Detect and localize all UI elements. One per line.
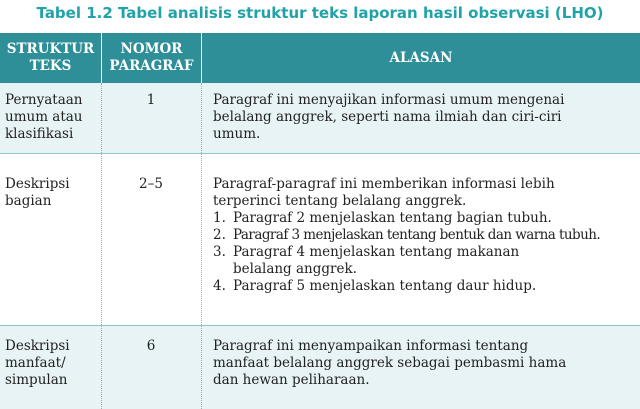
- list-number: 1.: [213, 210, 226, 226]
- cell-nomor: 2–5: [139, 176, 163, 192]
- list-number: 2.: [213, 227, 226, 243]
- cell-nomor: 1: [146, 92, 156, 108]
- list-text: Paragraf 2 menjelaskan tentang bagian tubuh.: [233, 210, 552, 226]
- list-text: Paragraf 3 menjelaskan tentang bentuk dan warna tubuh.: [233, 227, 601, 243]
- struktur-line: bagian: [5, 193, 52, 209]
- table-row: [0, 326, 640, 409]
- list-text: belalang anggrek.: [233, 261, 357, 277]
- cell-alasan: [213, 92, 638, 143]
- column-divider: [101, 83, 102, 409]
- table-header: [0, 33, 640, 83]
- header-struktur-line-2: TEKS: [29, 58, 72, 74]
- alasan-line: dan hewan peliharaan.: [213, 372, 370, 388]
- list-number: 3.: [213, 244, 226, 260]
- header-nomor-line-2: PARAGRAF: [109, 58, 194, 74]
- alasan-line: belalang anggrek, seperti nama ilmiah dan ciri-ciri: [213, 109, 562, 125]
- struktur-line: umum atau: [5, 109, 83, 125]
- cell-struktur: [5, 92, 97, 143]
- struktur-line: Deskripsi: [5, 176, 70, 192]
- struktur-line: simpulan: [5, 372, 68, 388]
- header-alasan-label: ALASAN: [389, 49, 453, 66]
- header-struktur-teks: [0, 33, 101, 83]
- table-row: [0, 83, 640, 153]
- cell-alasan: [213, 338, 638, 389]
- list-text: Paragraf 4 menjelaskan tentang makanan: [233, 244, 520, 260]
- alasan-line: manfaat belalang anggrek sebagai pembasmi hama: [213, 355, 567, 371]
- list-number: 4.: [213, 278, 226, 294]
- column-divider: [201, 83, 202, 409]
- list-text: Paragraf 5 menjelaskan tentang daur hidup.: [233, 278, 537, 294]
- numbered-list: [213, 210, 638, 295]
- table-row: [0, 154, 640, 325]
- alasan-line: terperinci tentang belalang anggrek.: [213, 193, 467, 209]
- table-caption: Tabel 1.2 Tabel analisis struktur teks laporan hasil observasi (LHO): [36, 4, 604, 22]
- header-nomor-paragraf: [102, 33, 201, 83]
- header-nomor-line-1: NOMOR: [120, 41, 183, 57]
- list-item: [213, 244, 638, 278]
- alasan-line: Paragraf ini menyajikan informasi umum mengenai: [213, 92, 565, 108]
- structure-analysis-table: [0, 33, 640, 409]
- header-struktur-line-1: STRUKTUR: [6, 41, 95, 57]
- list-item: [213, 227, 638, 244]
- struktur-line: manfaat/: [5, 355, 66, 371]
- alasan-line: Paragraf-paragraf ini memberikan informasi lebih: [213, 176, 555, 192]
- struktur-line: klasifikasi: [5, 126, 74, 142]
- list-item: [213, 210, 638, 227]
- cell-alasan: [213, 176, 638, 295]
- alasan-line: Paragraf ini menyampaikan informasi tentang: [213, 338, 529, 354]
- cell-nomor: 6: [146, 338, 156, 354]
- cell-struktur: [5, 176, 97, 210]
- header-alasan: [202, 33, 640, 83]
- struktur-line: Deskripsi: [5, 338, 70, 354]
- struktur-line: Pernyataan: [5, 92, 83, 108]
- cell-struktur: [5, 338, 97, 389]
- alasan-line: umum.: [213, 126, 261, 142]
- list-item: [213, 278, 638, 295]
